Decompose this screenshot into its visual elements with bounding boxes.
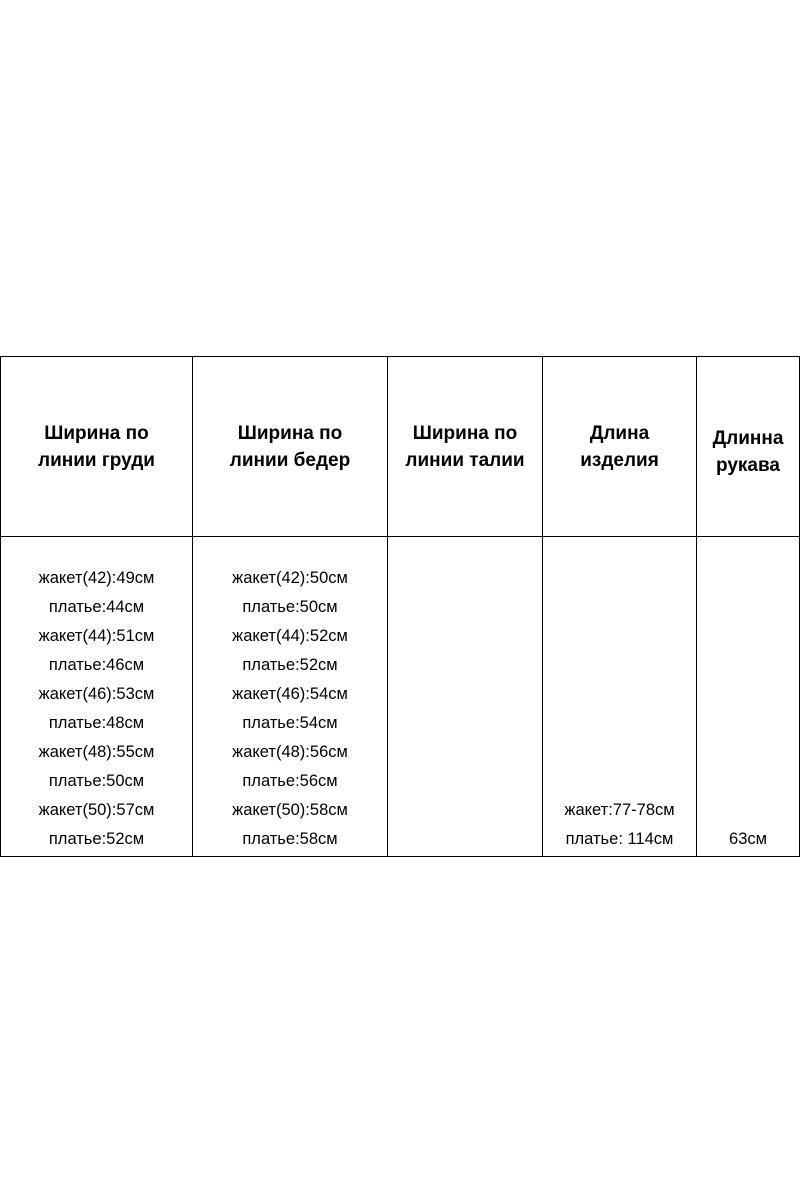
cell-value-line: жакет(42):49см [38, 569, 155, 587]
header-line: Длинна [712, 427, 784, 449]
header-row [1, 357, 800, 537]
header-waist-width [388, 357, 543, 537]
header-line: линии бедер [229, 449, 351, 471]
header-line: Длина [589, 422, 650, 444]
cell-value-line: платье:50см [242, 598, 338, 616]
cell-value-line: платье: 114см [565, 830, 674, 848]
cell-value-line: платье:52см [242, 656, 338, 674]
cell-value-line: платье:48см [48, 714, 145, 732]
cell-waist-width [388, 537, 543, 857]
cell-value-line: 63см [729, 830, 767, 848]
header-line: рукава [716, 454, 780, 476]
cell-value-line: платье:58см [242, 830, 338, 848]
cell-value-line: жакет(44):51см [38, 627, 155, 645]
cell-value-line: платье:54см [242, 714, 338, 732]
cell-value-line: платье:44см [48, 598, 145, 616]
header-chest-width [1, 357, 193, 537]
header-sleeve-length [697, 357, 800, 537]
cell-value-line: платье:56см [242, 772, 338, 790]
cell-value-line: жакет(50):57см [38, 801, 155, 819]
header-line: линии талии [405, 449, 525, 471]
cell-value-line: жакет(48):55см [38, 743, 155, 761]
header-line: Ширина по [412, 422, 518, 444]
header-line: линии груди [38, 449, 155, 471]
cell-value-line: жакет(46):53см [38, 685, 155, 703]
cell-value-line: платье:46см [48, 656, 145, 674]
cell-value-line: жакет(48):56см [232, 743, 348, 761]
cell-value-line: жакет(50):58см [232, 801, 348, 819]
cell-sleeve-length [697, 537, 800, 857]
cell-chest-width [1, 537, 193, 857]
cell-value-line: жакет(44):52см [232, 627, 348, 645]
size-table [0, 356, 800, 857]
cell-hip-width [193, 537, 388, 857]
header-line: изделия [580, 449, 659, 471]
cell-garment-length [543, 537, 697, 857]
cell-value-line: жакет(46):54см [232, 685, 348, 703]
header-garment-length [543, 357, 697, 537]
cell-value-line: платье:52см [48, 830, 145, 848]
cell-value-line: платье:50см [48, 772, 145, 790]
header-line: Ширина по [237, 422, 343, 444]
header-line: Ширина по [44, 422, 149, 444]
cell-value-line: жакет:77-78см [564, 801, 675, 819]
table-row [1, 537, 800, 857]
cell-value-line: жакет(42):50см [232, 569, 348, 587]
header-hip-width [193, 357, 388, 537]
